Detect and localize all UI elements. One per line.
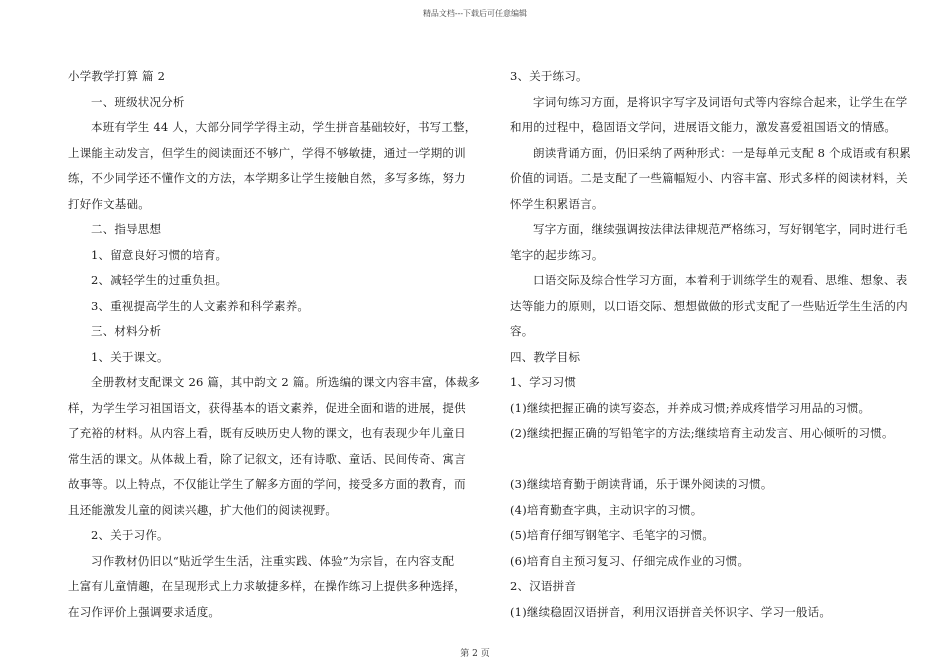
paragraph-line: 上课能主动发言，但学生的阅读面还不够广，学得不够敏捷，通过一学期的训 [68,145,466,160]
list-item: (2)继续把握正确的写铅笔字的方法;继续培育主动发言、用心倾听的习惯。 [510,426,894,440]
paragraph-line: 样，为学生学习祖国语文，获得基本的语文素养，促进全面和谐的进展，提供 [68,400,466,415]
paragraph-line: 写字方面，继续强调按法律法律规范严格练习，写好钢笔字，同时进行毛 [533,222,908,236]
paragraph-line: 本班有学生 44 人，大部分同学学得主动，学生拼音基础较好，书写工整， [91,120,477,134]
list-item: (1)继续稳固汉语拼音，利用汉语拼音关怀识字、学习一般话。 [510,604,832,619]
paragraph-line: 练，不少同学还不懂作文的方法，本学期多让学生接触自然，多写多练，努力 [68,171,466,185]
paragraph-line: 达等能力的原则，以口语交际、想想做做的形式支配了一些贴近学生生活的内 [510,298,908,313]
paragraph-line: 且还能激发儿童的阅读兴趣，扩大他们的阅读视野。 [68,502,338,517]
list-item: (1)继续把握正确的读写姿态，并养成习惯;养成疼惜学习用品的习惯。 [510,400,871,415]
paragraph-line: 故事等。以上特点，不仅能让学生了解多方面的学问，接受多方面的教育，而 [68,477,466,491]
list-item: (5)培育仔细写钢笔字、毛笔字的习惯。 [510,528,715,542]
section-heading: 二、指导思想 [91,222,162,236]
list-item: (3)继续培育勤于朗读背诵，乐于课外阅读的习惯。 [510,477,773,491]
paragraph-line: 口语交际及综合性学习方面，本着利于训练学生的观看、思维、想象、表 [533,273,908,287]
subheading: 1、学习习惯 [510,375,577,389]
paragraph-line: 和用的过程中，稳固语文学问，进展语文能力，激发喜爱祖国语文的情感。 [510,120,897,134]
list-item: (4)培育勤查字典，主动识字的习惯。 [510,502,703,517]
document-title: 小学教学打算 篇 2 [68,69,166,83]
subheading: 3、关于练习。 [510,69,588,83]
paragraph-line: 打好作文基础。 [68,196,150,211]
page-number: 第 2 页 [460,649,490,659]
paragraph-line: 笔字的起步练习。 [510,247,604,262]
paragraph-line: 价值的词语。二是支配了一些篇幅短小、内容丰富、形式多样的阅读材料，关 [510,171,908,185]
blank-line [510,447,882,473]
list-item: 1、留意良好习惯的培育。 [91,247,228,262]
left-column [68,64,480,625]
right-column [510,64,911,625]
paragraph-line: 在习作评价上强调要求适度。 [68,604,221,619]
list-item: 3、重视提高学生的人文素养和科学素养。 [91,298,310,313]
subheading: 2、汉语拼音 [510,579,577,593]
paragraph-line: 全册教材支配课文 26 篇，其中韵文 2 篇。所选编的课文内容丰富，体裁多 [91,375,480,389]
paragraph-line: 容。 [510,324,534,338]
paragraph-line: 上富有儿童情趣，在呈现形式上力求敏捷多样，在操作练习上提供多种选择， [68,579,466,593]
page-header: 精品文档---下载后可任意编辑 [422,9,528,18]
paragraph-line: 习作教材仍旧以“贴近学生生活，注重实践、体验”为宗旨，在内容支配 [91,553,455,568]
list-item: 2、减轻学生的过重负担。 [91,273,228,287]
paragraph-line: 怀学生积累语言。 [510,196,604,211]
paragraph-line: 朗读背诵方面，仍旧采纳了两种形式：一是每单元支配 8 个成语或有积累 [533,145,911,160]
paragraph-line: 了充裕的材料。从内容上看，既有反映历史人物的课文，也有表现少年儿童日 [68,426,466,440]
list-item: (6)培育自主预习复习、仔细完成作业的习惯。 [510,553,750,568]
subheading: 2、关于习作。 [91,528,169,542]
paragraph-line: 常生活的课文。从体裁上看，除了记叙文，还有诗歌、童话、民间传奇、寓言 [68,451,466,466]
section-heading: 四、教学目标 [510,349,581,364]
section-heading: 三、材料分析 [91,324,162,338]
paragraph-line: 字词句练习方面，是将识字写字及词语句式等内容综合起来，让学生在学 [533,94,908,109]
subheading: 1、关于课文。 [91,349,169,364]
section-heading: 一、班级状况分析 [91,94,185,109]
